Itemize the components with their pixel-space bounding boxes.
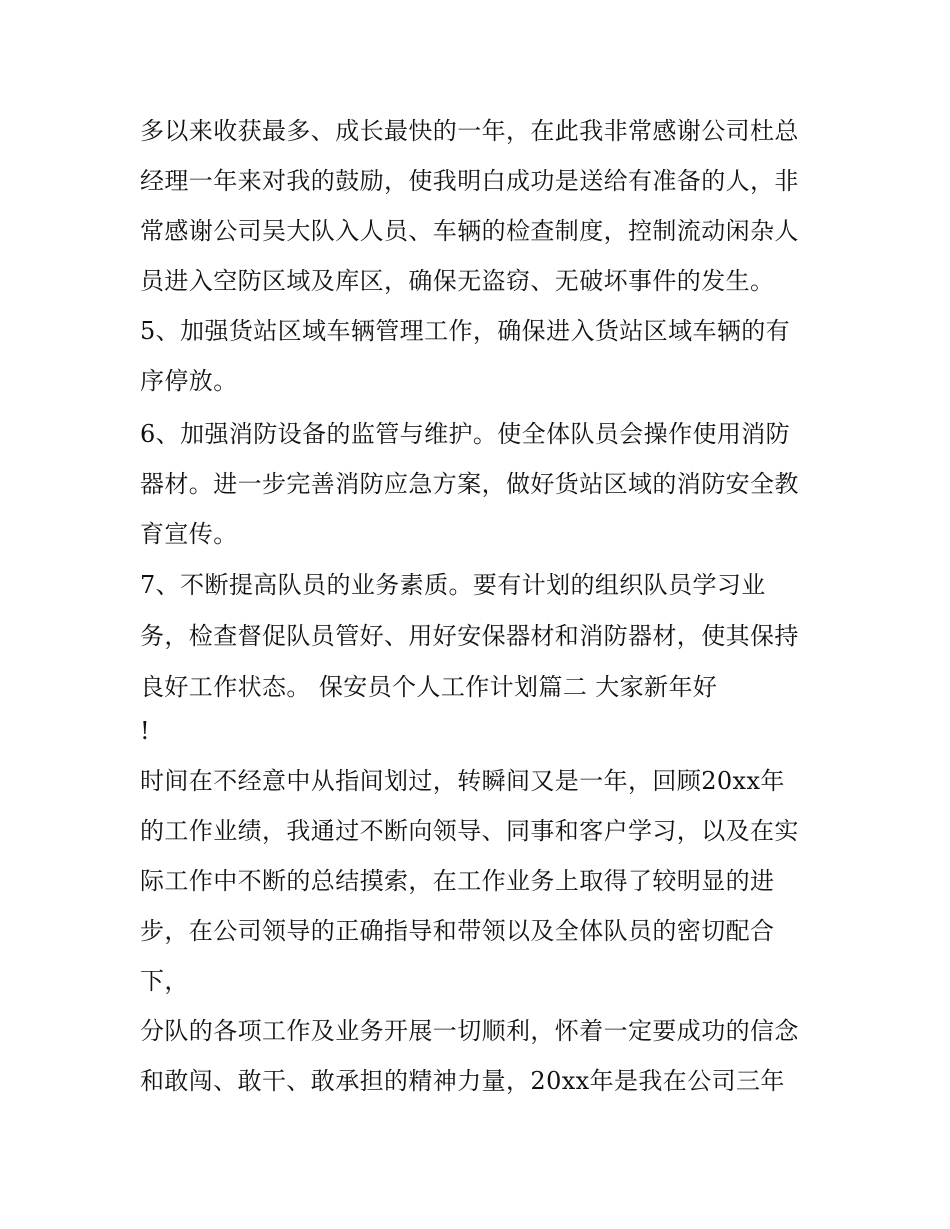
text-line: 时间在不经意中从指间划过，转瞬间又是一年，回顾20xx年 [140, 767, 785, 795]
text-line: 下， [140, 967, 189, 995]
text-line: 际工作中不断的总结摸索，在工作业务上取得了较明显的进 [140, 867, 775, 895]
text-line: 常感谢公司吴大队入人员、车辆的检查制度，控制流动闲杂人 [140, 217, 799, 245]
text-line: 育宣传。 [140, 520, 238, 548]
list-item-5: 5、加强货站区域车辆管理工作，确保进入货站区域车辆的有 [140, 317, 791, 345]
text-line: 步，在公司领导的正确指导和带领以及全体队员的密切配合 [140, 917, 775, 945]
list-item-7: 7、不断提高队员的业务素质。要有计划的组织队员学习业 [140, 571, 766, 599]
text-line: 良好工作状态。 保安员个人工作计划篇二 大家新年好 [140, 673, 718, 701]
text-line: 务，检查督促队员管好、用好安保器材和消防器材，使其保持 [140, 622, 799, 650]
text-line: 多以来收获最多、成长最快的一年，在此我非常感谢公司杜总 [140, 117, 799, 145]
text-line: 经理一年来对我的鼓励，使我明白成功是送给有准备的人，非 [140, 167, 799, 195]
text-line: 序停放。 [140, 367, 238, 395]
text-line: 的工作业绩，我通过不断向领导、同事和客户学习，以及在实 [140, 817, 799, 845]
text-line: 分队的各项工作及业务开展一切顺利，怀着一定要成功的信念 [140, 1017, 799, 1045]
text-line: 员进入空防区域及库区，确保无盗窃、无破坏事件的发生。 [140, 267, 775, 295]
text-line: ! [140, 717, 151, 745]
list-item-6: 6、加强消防设备的监管与维护。使全体队员会操作使用消防 [140, 420, 791, 448]
text-line: 和敢闯、敢干、敢承担的精神力量，20xx年是我在公司三年 [140, 1067, 785, 1095]
text-line: 器材。进一步完善消防应急方案，做好货站区域的消防安全教 [140, 470, 799, 498]
